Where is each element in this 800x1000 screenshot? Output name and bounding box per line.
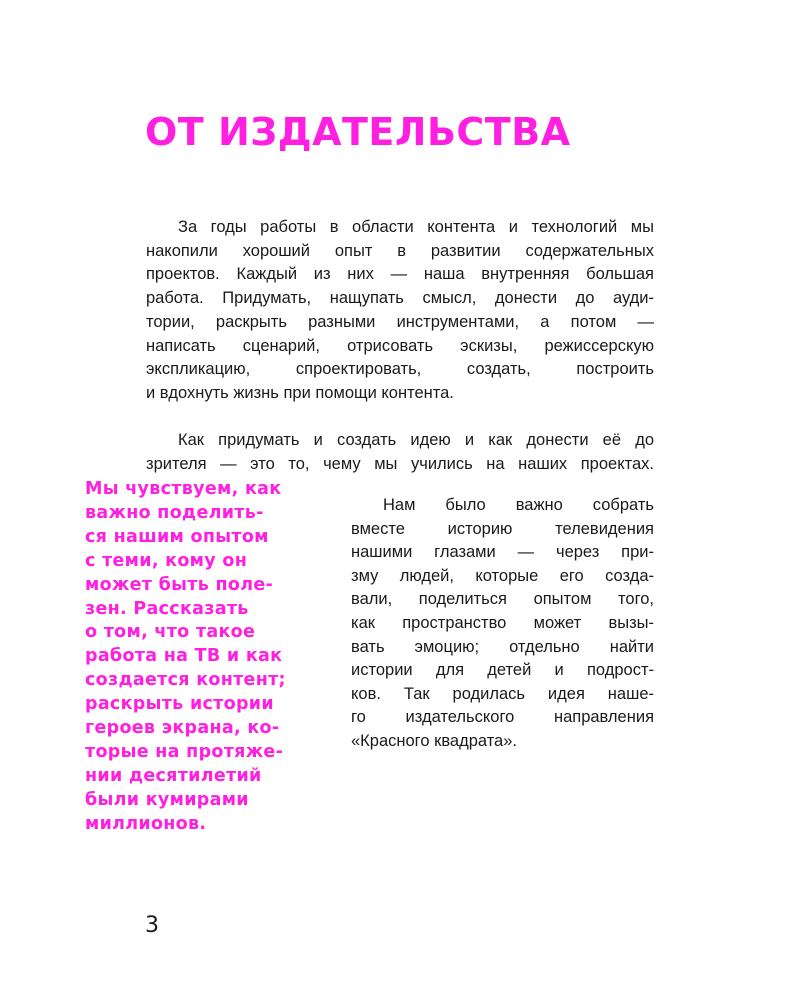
pull-quote-line: нии десятилетий <box>85 765 262 786</box>
text-line: накопили хороший опыт в развитии содержательных <box>146 241 654 260</box>
text-line: зрителя — это то, чему мы учились на наших проектах. <box>146 455 654 474</box>
pull-quote-line: торые на протяже- <box>85 741 284 762</box>
pull-quote-line: важно поделить- <box>85 502 264 523</box>
text-line: го издательского направления <box>351 708 654 727</box>
text-line: как пространство может вызы- <box>351 613 654 632</box>
text-line: работа. Придумать, нащупать смысл, донести до ауди- <box>146 289 654 308</box>
text-line: экспликацию, спроектировать, создать, построить <box>146 360 654 379</box>
pull-quote <box>85 478 325 837</box>
text-line: вали, поделиться опытом того, <box>351 590 654 609</box>
text-line: тории, раскрыть разными инструментами, а потом — <box>146 312 654 331</box>
text-line: и вдохнуть жизнь при помощи контента. <box>146 383 454 402</box>
text-line: нашими глазами — через при- <box>351 543 654 562</box>
intro-text <box>146 216 654 477</box>
pull-quote-line: были кумирами <box>85 789 249 810</box>
pull-quote-line: работа на ТВ и как <box>85 646 283 667</box>
pull-quote-line: о том, что такое <box>85 622 256 643</box>
text-line: Как придумать и создать идею и как донести её до <box>178 431 654 450</box>
text-line: За годы работы в области контента и технологий мы <box>178 218 654 236</box>
text-line: ков. Так родилась идея наше- <box>351 684 654 703</box>
pull-quote-line: Мы чувствуем, как <box>85 479 282 499</box>
pull-quote-line: с теми, кому он <box>85 550 248 571</box>
text-line: проектов. Каждый из них — наша внутренняя большая <box>146 265 654 284</box>
intro-paragraph-2 <box>146 429 654 476</box>
text-line: вать эмоцию; отдельно найти <box>351 637 654 656</box>
intro-paragraph-1 <box>146 216 654 406</box>
pull-quote-line: раскрыть истории <box>85 694 274 715</box>
pull-quote-line: зен. Рассказать <box>85 598 249 619</box>
text-line: истории для детей и подрост- <box>351 661 654 680</box>
text-line: зму людей, которые его созда- <box>351 566 654 585</box>
pull-quote-line: может быть поле- <box>85 574 274 595</box>
text-line: написать сценарий, отрисовать эскизы, режиссерскую <box>146 336 654 355</box>
page-title: ОТ ИЗДАТЕЛЬСТВА <box>145 110 571 154</box>
right-column-text <box>351 494 654 754</box>
pull-quote-line: ся нашим опытом <box>85 526 269 547</box>
page-number: 3 <box>145 913 159 938</box>
pull-quote-line: героев экрана, ко- <box>85 718 280 739</box>
pull-quote-line: создается контент; <box>85 670 286 691</box>
text-line: вместе историю телевидения <box>351 519 654 538</box>
text-line: «Красного квадрата». <box>351 731 517 750</box>
pull-quote-line: миллионов. <box>85 813 207 834</box>
text-line: Нам было важно собрать <box>383 496 654 514</box>
